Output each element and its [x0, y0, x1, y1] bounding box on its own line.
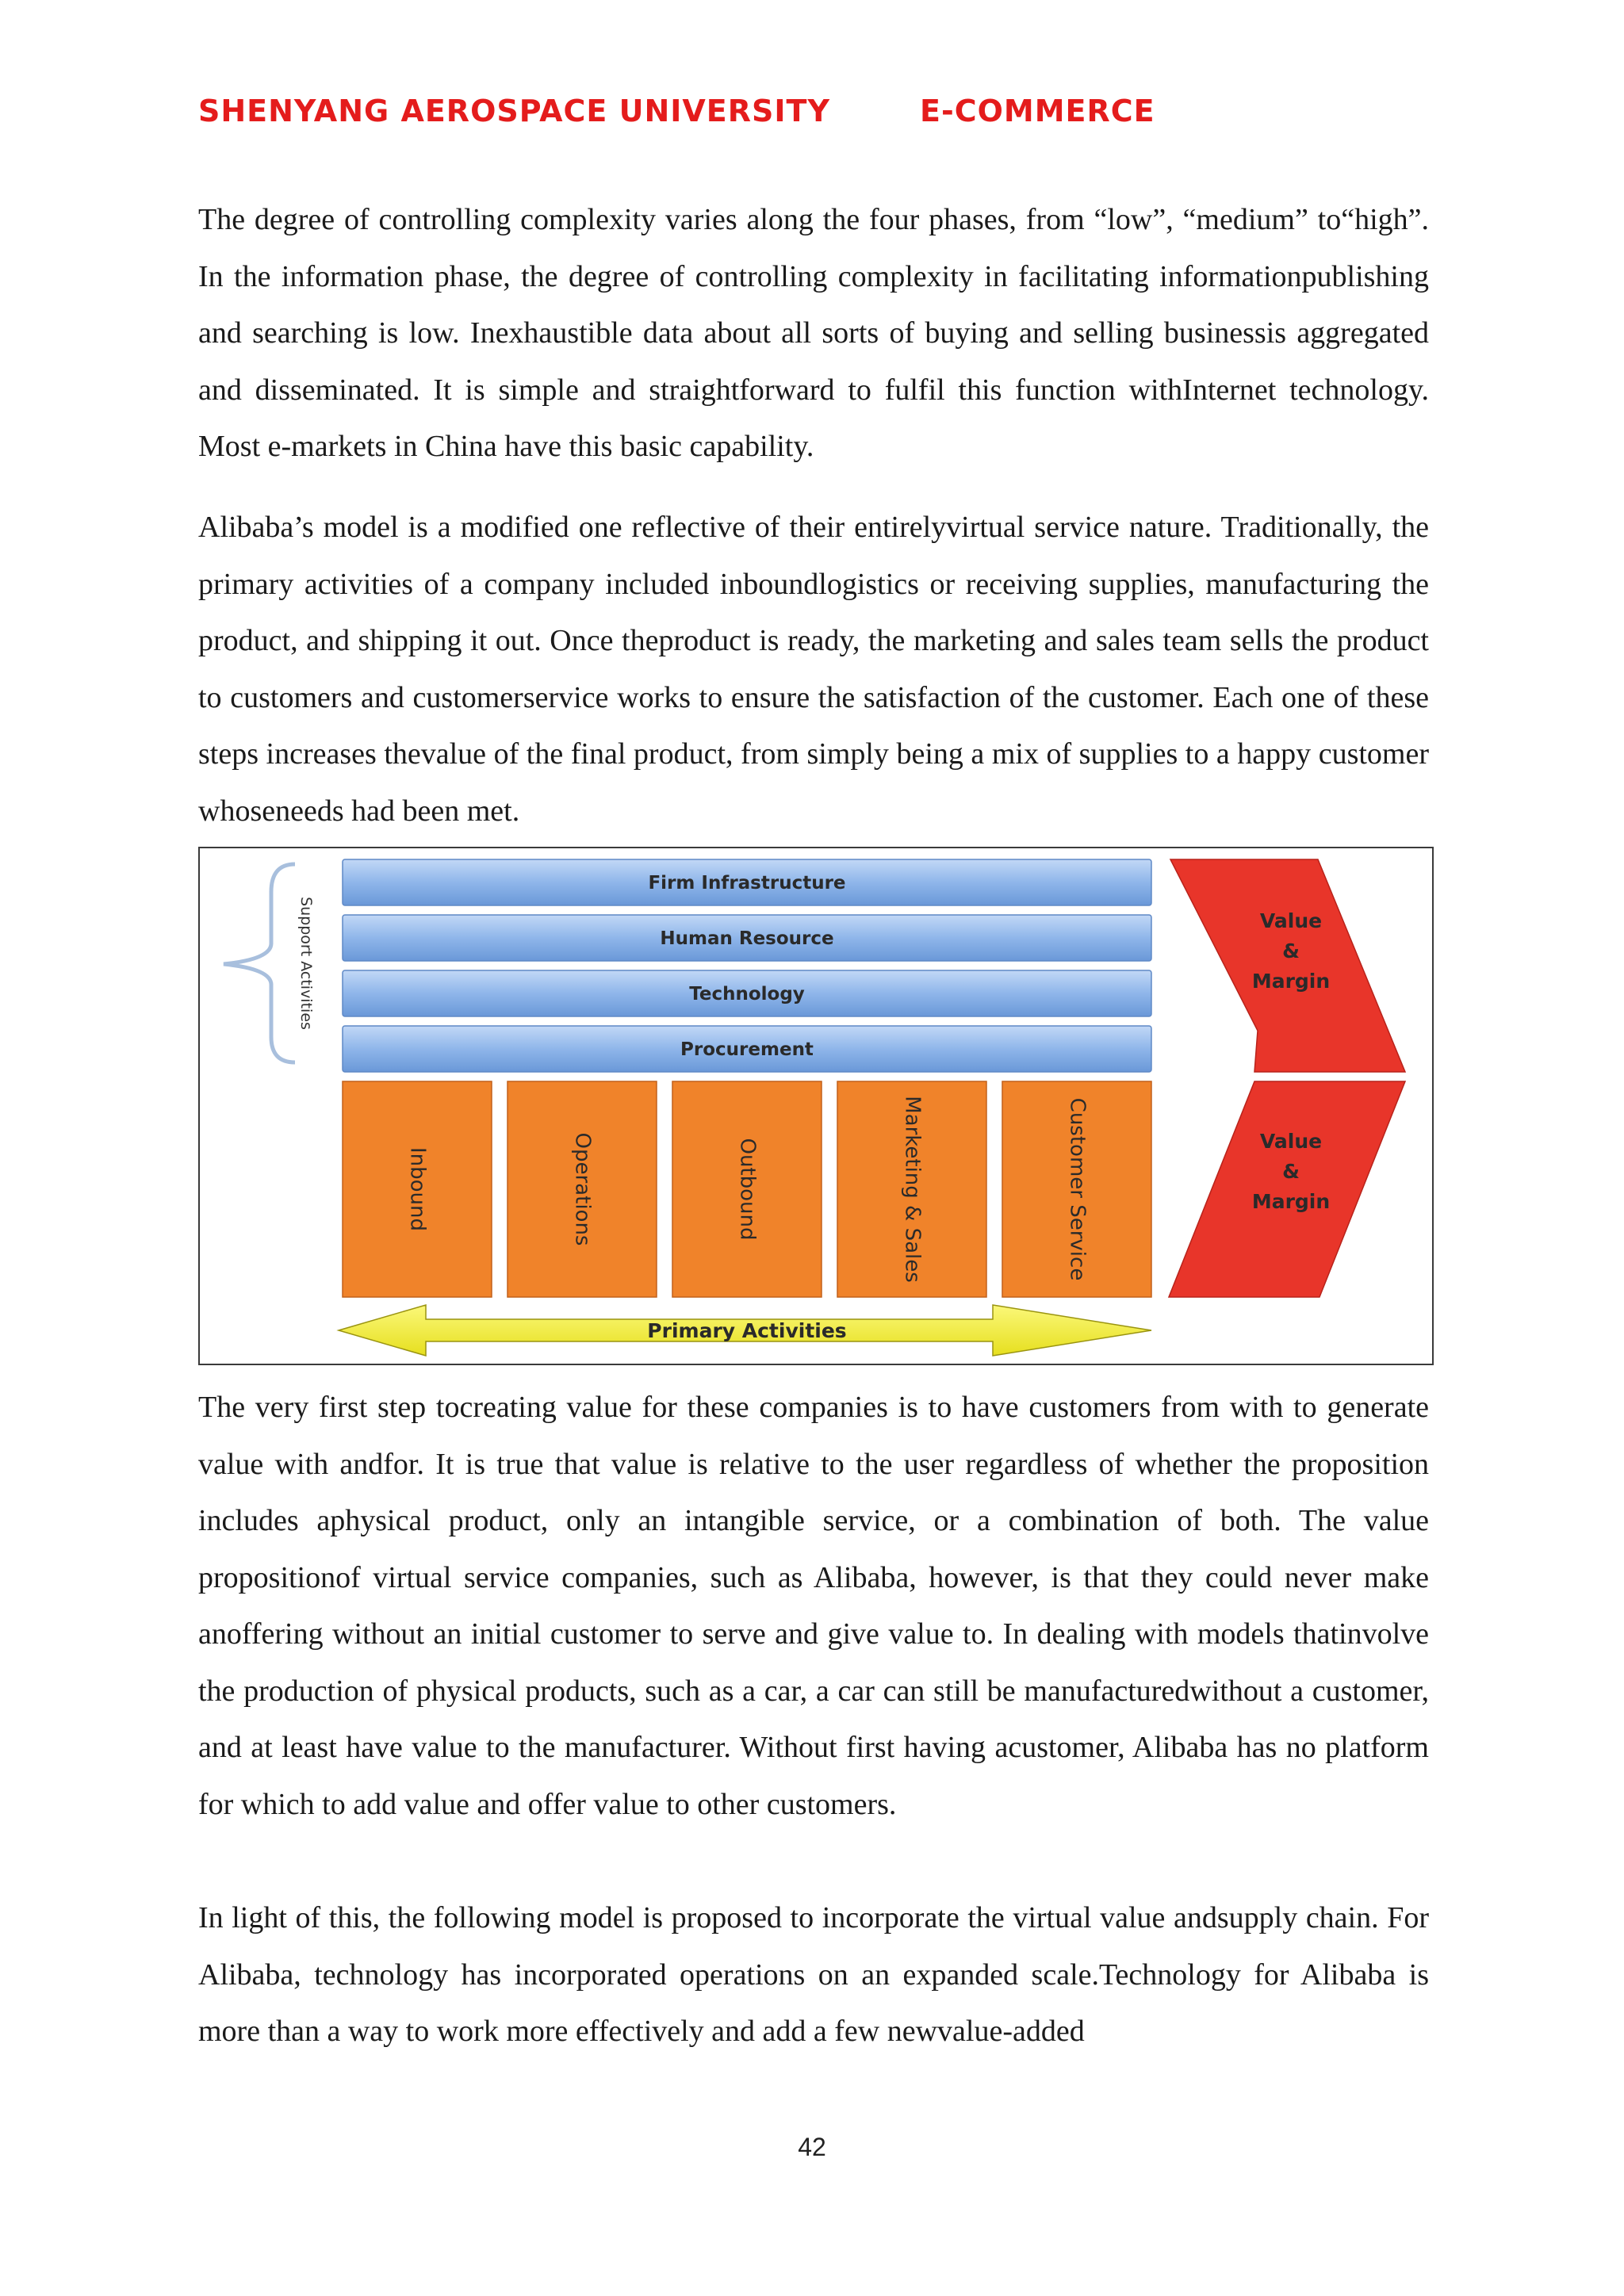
primary-activities-arrow: [339, 1305, 1151, 1356]
primary-box-operations: [508, 1081, 657, 1297]
svg-text:Margin: Margin: [1251, 970, 1331, 993]
primary-box-customer-service: [1002, 1081, 1151, 1297]
svg-text:Procurement: Procurement: [680, 1039, 814, 1060]
svg-text:Value: Value: [1259, 1130, 1323, 1153]
paragraph-2: Alibaba’s model is a modified one reflective of their entirelyvirtual service nature. Traditionally, the primary activities of a company included inboundlogistics or receiving supplies, manufacturing the product, and shipping it out. Once theproduct is ready, the marketing and sales team sells the product to customers and customerservice works to ensure the satisfaction of the customer. Each one of these steps increases thevalue of the final product, from simply being a mix of supplies to a happy customer whoseneeds had been met.: [198, 511, 1429, 828]
svg-text:Customer Service: Customer Service: [1065, 1097, 1090, 1281]
primary-box-marketing-sales: [837, 1081, 986, 1297]
paragraph-4: In light of this, the following model is proposed to incorporate the virtual value andsupply chain. For Alibaba, technology has incorporated operations on an expanded scale.Technology for Alibaba is more than a way to work more effectively and add a few newvalue-added: [198, 1901, 1429, 2048]
svg-text:Firm Infrastructure: Firm Infrastructure: [648, 873, 846, 894]
support-bar-firm-infrastructure: [343, 859, 1151, 905]
primary-box-outbound: [672, 1081, 822, 1297]
support-bar-human-resource: [343, 915, 1151, 961]
svg-text:&: &: [1282, 1160, 1300, 1183]
paragraph-1: The degree of controlling complexity varies along the four phases, from “low”, “medium” to“high”. In the information phase, the degree of controlling complexity in facilitating informationpublishing and searching is low. Inexhaustible data about all sorts of buying and selling businessis aggregated and disseminated. It is simple and straightforward to fulfil this function withInternet technology. Most e-markets in China have this basic capability.: [198, 203, 1429, 463]
page-number: 42: [798, 2133, 826, 2161]
support-bar-technology: [343, 970, 1151, 1016]
svg-text:Human Resource: Human Resource: [660, 928, 834, 949]
support-bracket: [224, 864, 295, 1062]
page-header: [198, 94, 1426, 141]
svg-text:Primary Activities: Primary Activities: [647, 1319, 847, 1342]
svg-text:Technology: Technology: [689, 984, 805, 1004]
svg-text:Outbound: Outbound: [735, 1138, 760, 1241]
paragraph-3: The very first step tocreating value for these companies is to have customers from with to generate value with andfor. It is true that value is relative to the user regardless of whether the proposition includes aphysical product, only an intangible service, or a combination of both. The value propositionof virtual service companies, such as Alibaba, however, is that they could never make anoffering without an initial customer to serve and give value to. In dealing with models thatinvolve the production of physical products, such as a car, a car can still be manufacturedwithout a customer, and at least have value to the manufacturer. Without first having acustomer, Alibaba has no platform for which to add value and offer value to other customers.: [198, 1391, 1429, 1821]
svg-text:Value: Value: [1259, 909, 1323, 932]
svg-text:&: &: [1282, 939, 1300, 962]
svg-text:Inbound: Inbound: [405, 1146, 430, 1232]
value-margin-block-bottom: [1169, 1081, 1405, 1297]
svg-text:Marketing & Sales: Marketing & Sales: [900, 1096, 925, 1283]
support-bar-procurement: [343, 1026, 1151, 1072]
subject-name: E-COMMERCE: [920, 94, 1155, 128]
svg-text:Margin: Margin: [1251, 1190, 1331, 1213]
svg-text:Operations: Operations: [570, 1132, 595, 1246]
value-margin-block-top: [1170, 859, 1405, 1072]
value-chain-figure: [198, 847, 1434, 1365]
university-name: SHENYANG AEROSPACE UNIVERSITY: [198, 94, 830, 128]
primary-box-inbound: [343, 1081, 492, 1297]
support-activities-label: Support Activities: [297, 897, 315, 1030]
